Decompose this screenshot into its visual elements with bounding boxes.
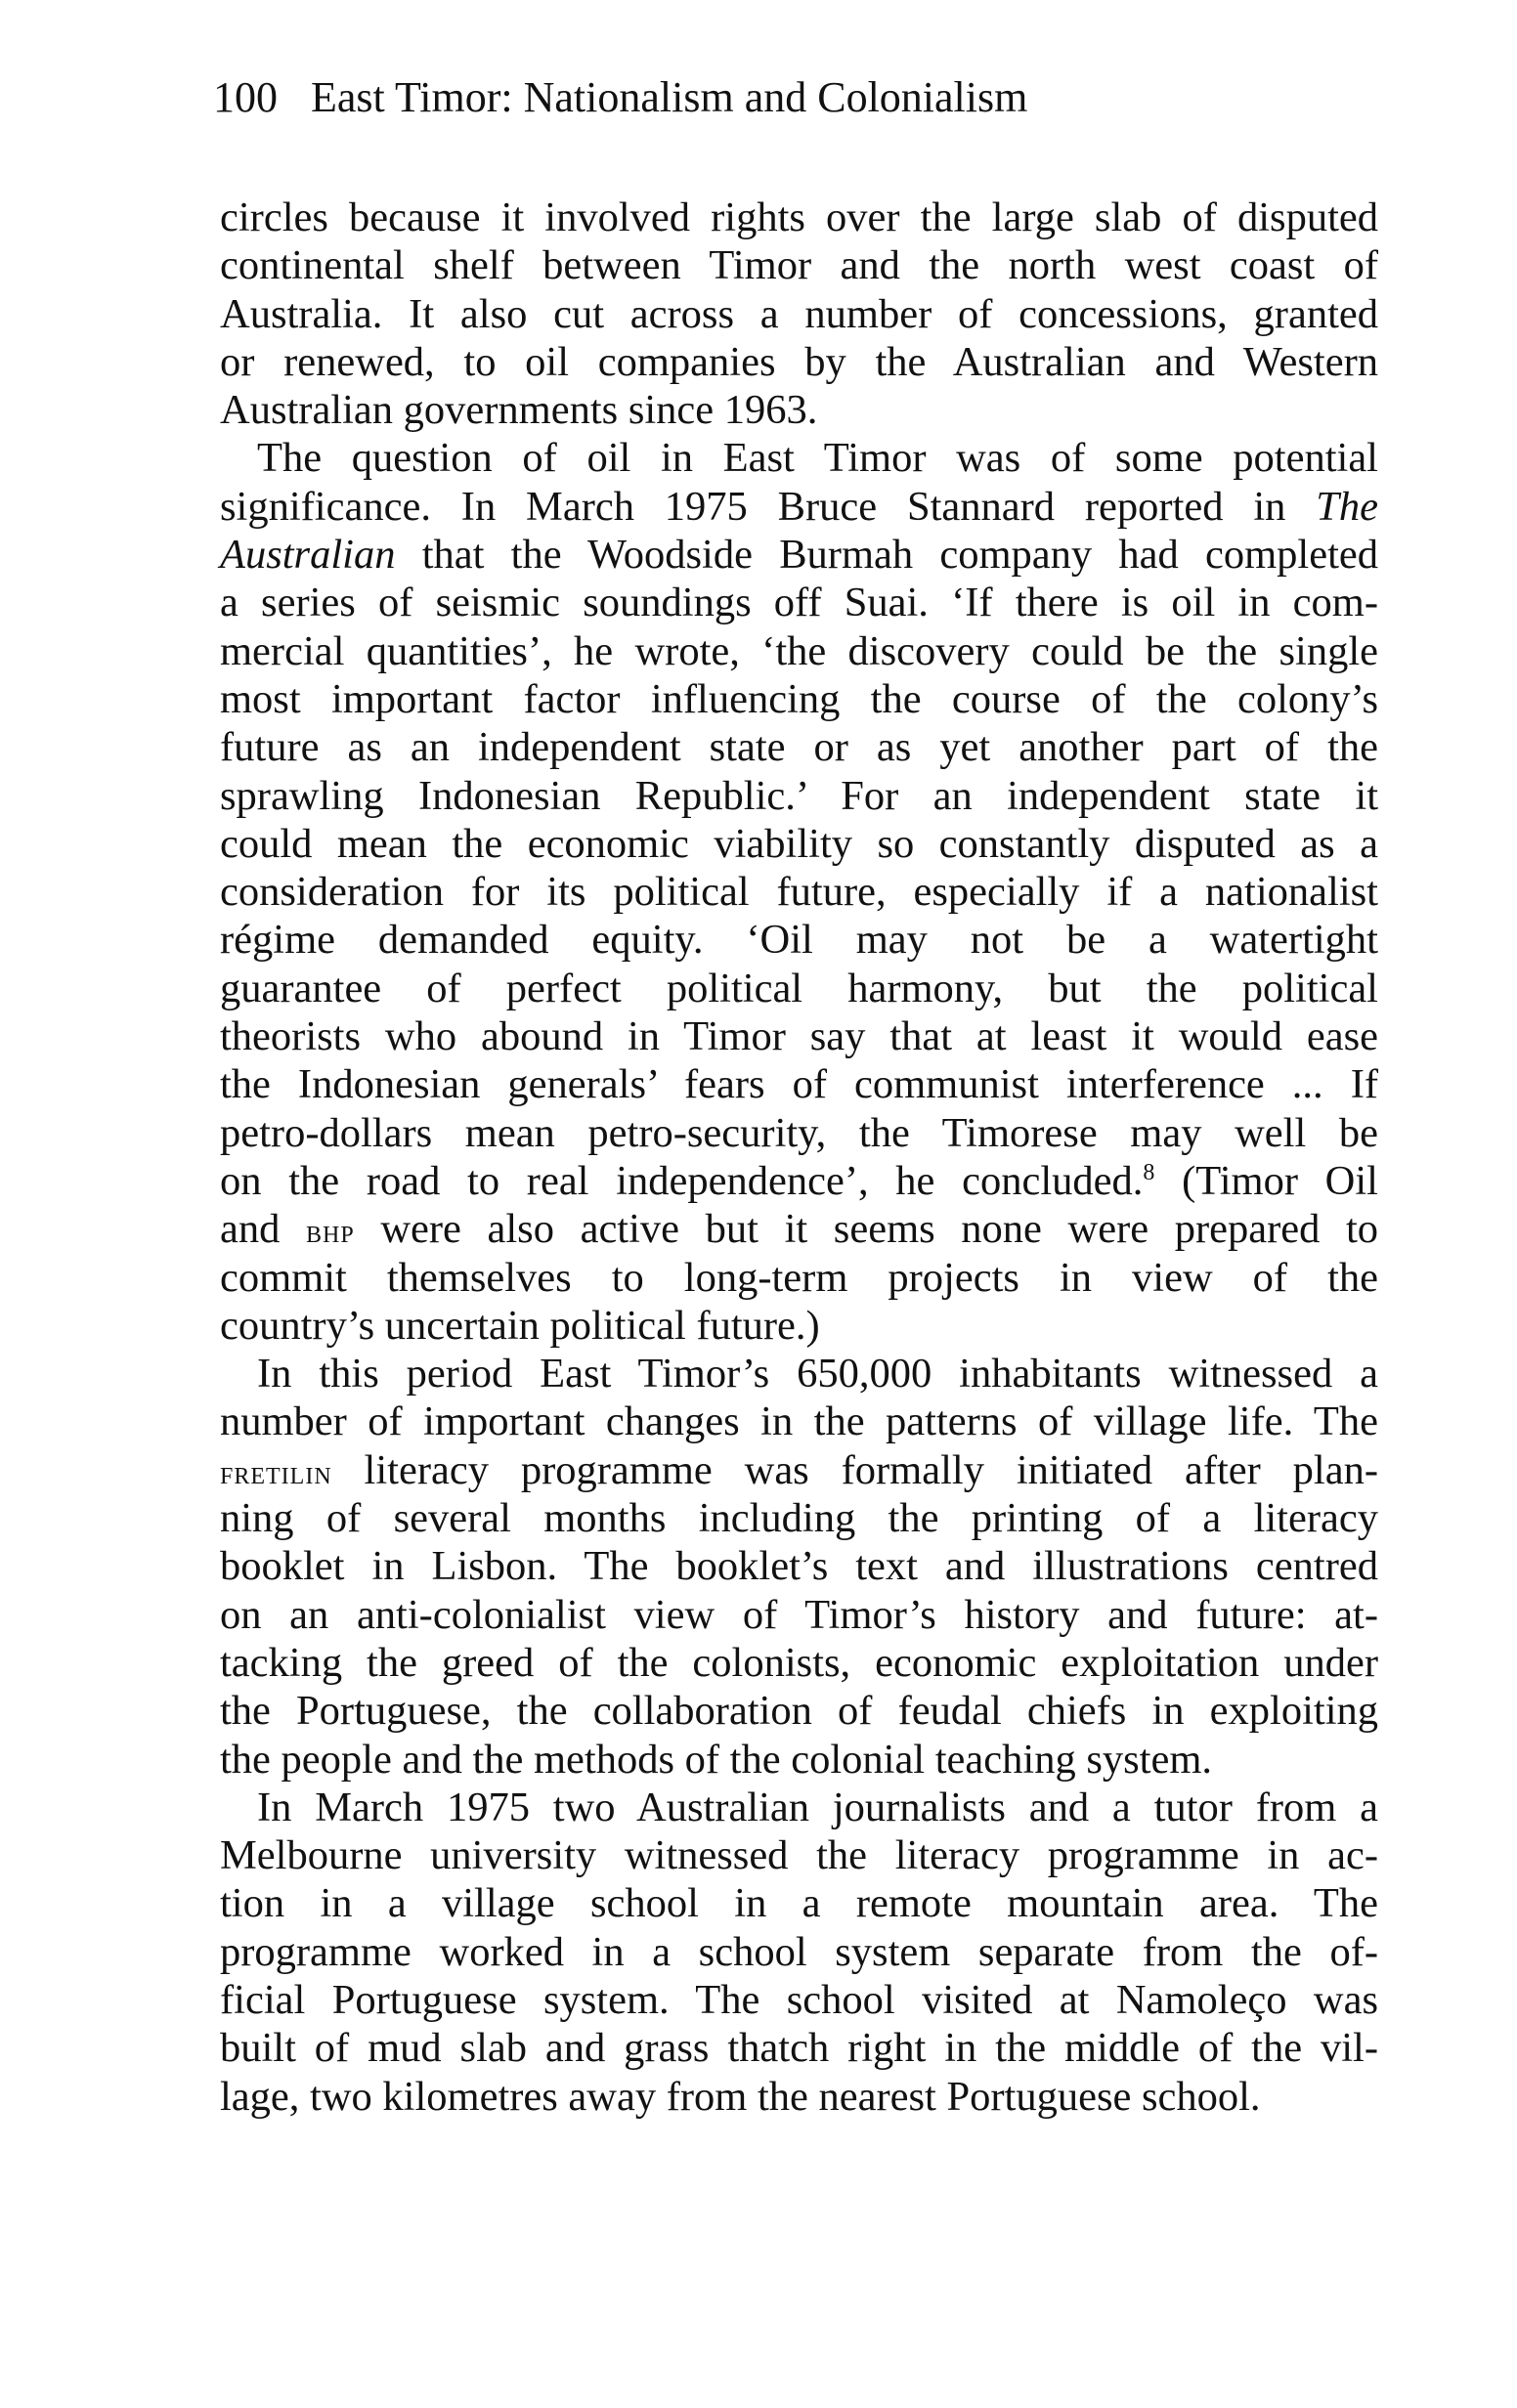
text-line: the Indonesian generals’ fears of communist interference ... If: [220, 1061, 1378, 1108]
italic-title: The: [1316, 483, 1379, 530]
text-line: guarantee of perfect political harmony, but the political: [220, 965, 1378, 1011]
text-line: In March 1975 two Australian journalists and a tutor from a: [257, 1784, 1378, 1830]
text-run: were also active but it seems none were prepared to: [380, 1206, 1379, 1253]
text-line: mercial quantities’, he wrote, ‘the discovery could be the single: [220, 627, 1378, 674]
text-line: programme worked in a school system separate from the of-: [220, 1928, 1378, 1975]
text-line: The question of oil in East Timor was of some potential: [257, 435, 1378, 482]
text-line: [220, 1446, 1378, 1494]
text-line: Melbourne university witnessed the literacy programme in ac-: [220, 1832, 1378, 1879]
text-line: ficial Portuguese system. The school visited at Namoleço was: [220, 1976, 1378, 2023]
text-line: built of mud slab and grass thatch right in the middle of the vil-: [220, 2025, 1378, 2072]
text-line: Australia. It also cut across a number of concessions, granted: [220, 290, 1378, 337]
text-line: petro-dollars mean petro-security, the Timorese may well be: [220, 1109, 1378, 1156]
italic-title: Australian: [220, 532, 396, 579]
text-line: Australian governments since 1963.: [220, 387, 818, 434]
text-line: on an anti-colonialist view of Timor’s history and future: at-: [220, 1591, 1378, 1638]
text-line: régime demanded equity. ‘Oil may not be a watertight: [220, 917, 1378, 964]
small-caps-acronym: bhp: [306, 1214, 355, 1251]
text-line: sprawling Indonesian Republic.’ For an independent state it: [220, 772, 1378, 819]
text-line: the Portuguese, the collaboration of feudal chiefs in exploiting: [220, 1688, 1378, 1735]
text-run: literacy programme was formally initiated after plan-: [364, 1446, 1379, 1493]
text-line: continental shelf between Timor and the north west coast of: [220, 242, 1378, 289]
paragraph: [220, 1784, 1378, 2121]
running-title: East Timor: Nationalism and Colonialism: [311, 73, 1028, 121]
text-run: (Timor Oil: [1182, 1157, 1378, 1204]
paragraph: [220, 434, 1378, 1350]
text-line: tion in a village school in a remote mountain area. The: [220, 1880, 1378, 1927]
text-line: booklet in Lisbon. The booklet’s text and illustrations centred: [220, 1543, 1378, 1590]
text-line: the people and the methods of the colonial teaching system.: [220, 1736, 1212, 1783]
text-run: significance. In March 1975 Bruce Stannard reported in: [220, 483, 1286, 530]
text-line: In this period East Timor’s 650,000 inhabitants witnessed a: [257, 1351, 1378, 1398]
text-line: most important factor influencing the course of the colony’s: [220, 675, 1378, 722]
text-line: theorists who abound in Timor say that at least it would ease: [220, 1013, 1378, 1060]
text-line: circles because it involved rights over the large slab of disputed: [220, 194, 1378, 240]
text-line: future as an independent state or as yet another part of the: [220, 724, 1378, 771]
text-line: number of important changes in the patterns of village life. The: [220, 1398, 1378, 1445]
text-line: could mean the economic viability so constantly disputed as a: [220, 820, 1378, 867]
footnote-ref: 8: [1143, 1159, 1155, 1185]
text-line: ning of several months including the printing of a literacy: [220, 1495, 1378, 1542]
text-line: or renewed, to oil companies by the Australian and Western: [220, 338, 1378, 385]
text-line: [220, 1157, 1378, 1205]
text-line: [220, 483, 1378, 531]
text-line: [220, 531, 1378, 579]
text-line: a series of seismic soundings off Suai. ‘If there is oil in com-: [220, 580, 1378, 626]
text-run: that the Woodside Burmah company had completed: [421, 532, 1378, 579]
paragraph: [220, 194, 1378, 434]
running-head: [213, 68, 1027, 127]
small-caps-acronym: fretilin: [220, 1454, 332, 1491]
text-line: [220, 1205, 1378, 1253]
text-line: lage, two kilometres away from the nearest Portuguese school.: [220, 2073, 1261, 2120]
text-line: tacking the greed of the colonists, economic exploitation under: [220, 1639, 1378, 1686]
text-run: on the road to real independence’, he concluded.: [220, 1157, 1144, 1204]
text-line: commit themselves to long-term projects in view of the: [220, 1254, 1378, 1301]
text-run: and: [220, 1206, 281, 1253]
text-line: consideration for its political future, especially if a nationalist: [220, 869, 1378, 916]
body-text: [220, 194, 1378, 2121]
text-line: country’s uncertain political future.): [220, 1302, 820, 1349]
page-number: 100: [213, 73, 278, 121]
paragraph: [220, 1350, 1378, 1784]
